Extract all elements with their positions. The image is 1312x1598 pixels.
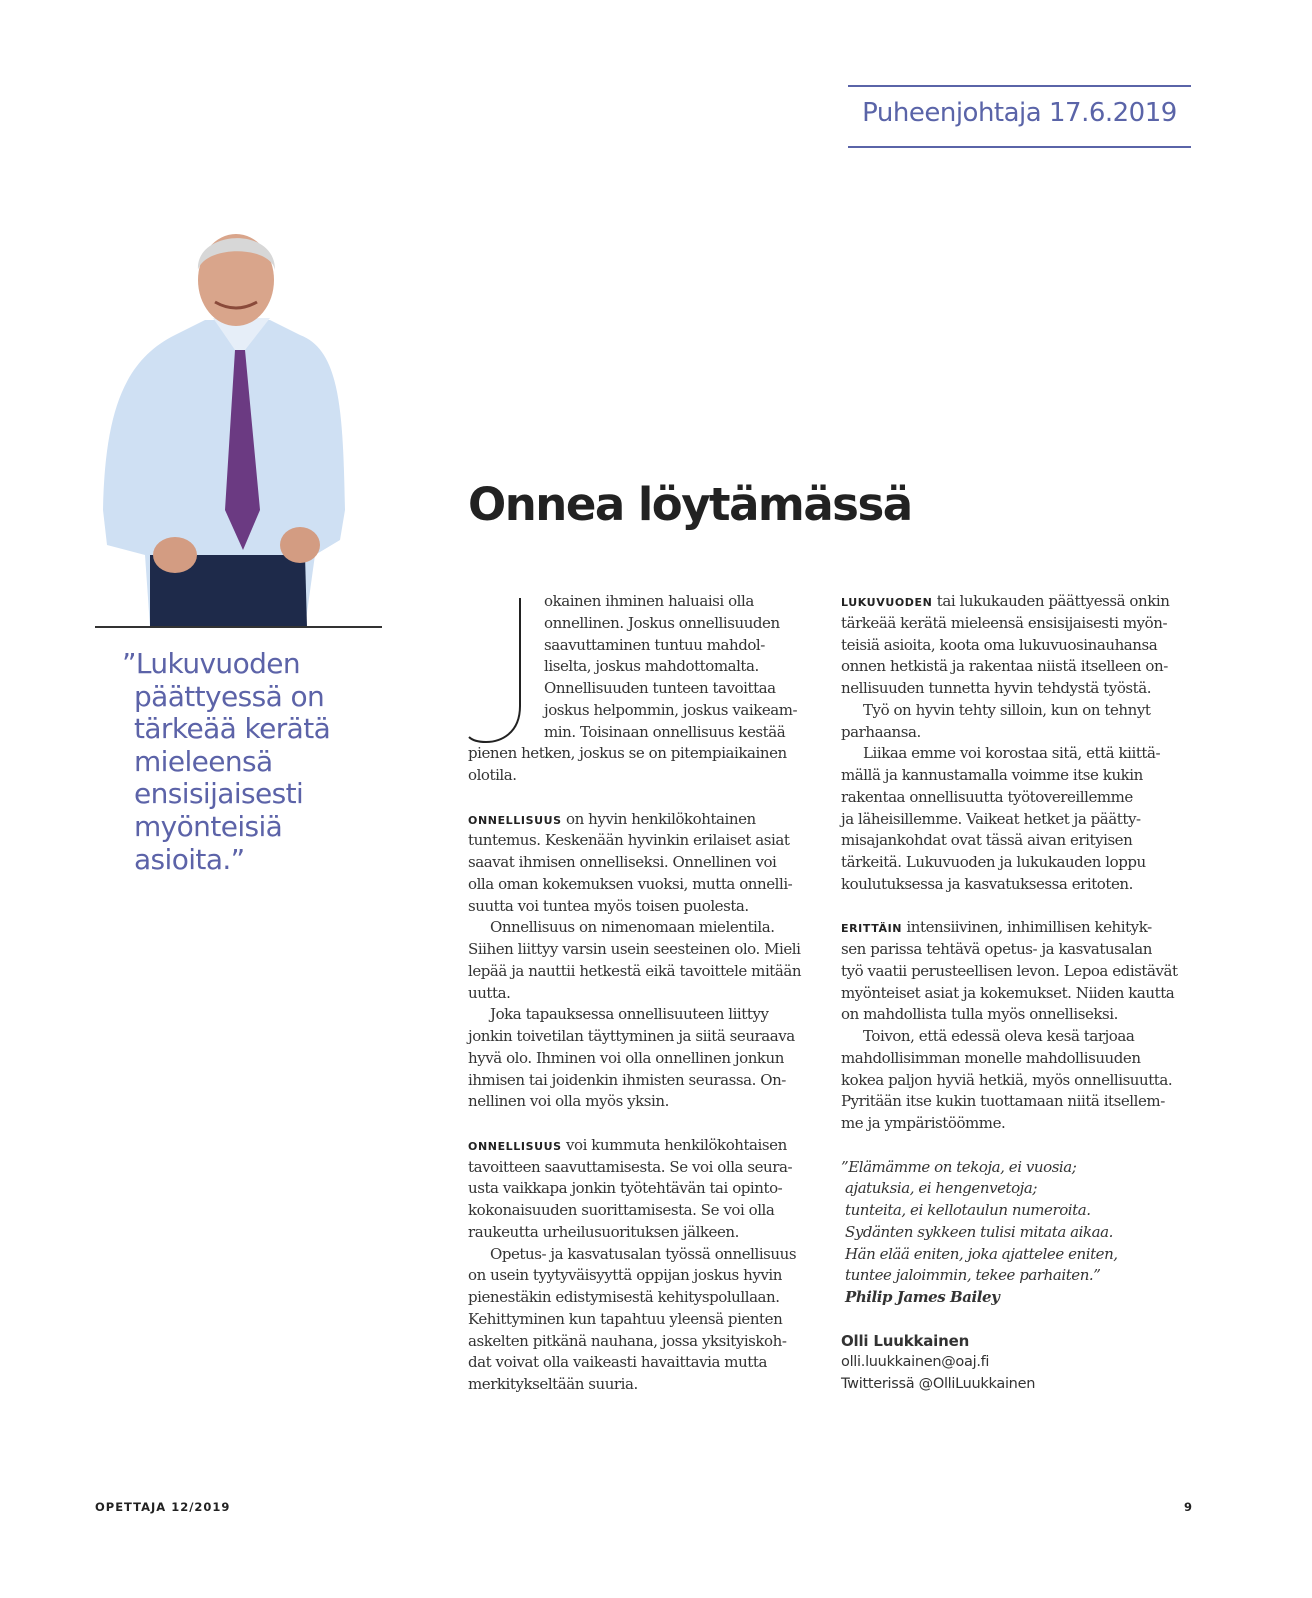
line-text: onnen hetkistä ja rakentaa niistä itselleen on- [841, 657, 1168, 676]
text-line [468, 743, 828, 765]
text-line [468, 1157, 828, 1179]
text-line [468, 700, 828, 722]
text-line [841, 656, 1201, 678]
text-line [468, 917, 828, 939]
line-text: merkitykseltään suuria. [468, 1375, 638, 1393]
text-line [468, 1352, 828, 1374]
page-number: 9 [1184, 1500, 1193, 1514]
line-text: Siihen liittyy varsin usein seesteinen olo. Mieli [468, 940, 801, 958]
text-line [841, 1178, 1201, 1200]
pull-quote-line: mieleensä [134, 744, 273, 778]
text-line [841, 765, 1201, 787]
publication-issue: OPETTAJA 12/2019 [95, 1500, 231, 1514]
section-label: Puheenjohtaja 17.6.2019 [862, 98, 1177, 128]
text-line [468, 1048, 828, 1070]
line-text: ajatuksia, ei hengenvetoja; [845, 1179, 1037, 1198]
line-text: kokonaisuuden suorittamisesta. Se voi olla [468, 1201, 775, 1219]
text-line [468, 787, 828, 809]
line-text: pienen hetken, joskus se on pitempiaikainen [468, 744, 787, 763]
line-text: nellisuuden tunnetta hyvin tehdystä työstä. [841, 679, 1152, 697]
pull-quote-line: myönteisiä [134, 809, 283, 843]
text-line [468, 1309, 828, 1331]
line-text: työ vaatii perusteellisen levon. Lepoa edistävät [841, 961, 1178, 980]
line-text: Liikaa emme voi korostaa sitä, että kiittä- [863, 744, 1161, 763]
text-line [841, 635, 1201, 657]
text-line [468, 591, 828, 613]
header-rule-top [848, 85, 1191, 87]
line-text: min. Toisinaan onnellisuus kestää [544, 722, 786, 741]
text-line [841, 1244, 1201, 1266]
line-text: Onnellisuuden tunteen tavoittaa [544, 679, 776, 697]
line-text: joskus helpommin, joskus vaikeam- [544, 700, 798, 719]
text-line [468, 1070, 828, 1092]
text-line [841, 983, 1201, 1005]
text-line [468, 830, 828, 852]
text-line [841, 700, 1201, 722]
article-column-1 [468, 591, 828, 1396]
line-text: Hän elää eniten, joka ajattelee eniten, [845, 1244, 1118, 1263]
line-text: tuntemus. Keskenään hyvinkin erilaiset asiat [468, 831, 790, 850]
line-text: myönteiset asiat ja kokemukset. Niiden kautta [841, 983, 1175, 1002]
lead-word: LUKUVUODEN [841, 596, 933, 609]
text-line [841, 961, 1201, 983]
text-line [841, 743, 1201, 765]
text-line [841, 1331, 1201, 1353]
line-text: saavat ihmisen onnelliseksi. Onnellinen voi [468, 853, 777, 871]
line-text: on mahdollista tulla myös onnelliseksi. [841, 1005, 1118, 1024]
line-text: olli.luukkainen@oaj.fi [841, 1354, 990, 1371]
text-line [841, 1113, 1201, 1135]
text-line [468, 765, 828, 787]
text-line [468, 852, 828, 874]
text-line [841, 1048, 1201, 1070]
line-text: askelten pitkänä nauhana, jossa yksityiskoh- [468, 1331, 787, 1350]
line-text: kokea paljon hyviä hetkiä, myös onnellisuutta. [841, 1070, 1173, 1089]
line-text: koulutuksessa ja kasvatuksessa eritoten. [841, 874, 1133, 893]
pull-quote-line: ”Lukuvuoden [122, 647, 301, 680]
text-line [841, 1287, 1201, 1309]
text-line [841, 917, 1201, 939]
text-line [841, 722, 1201, 744]
text-line [841, 852, 1201, 874]
line-text: saavuttaminen tuntuu mahdol- [544, 635, 765, 654]
text-line [468, 961, 828, 983]
text-line [841, 1070, 1201, 1092]
text-line [841, 1200, 1201, 1222]
text-line [468, 1113, 828, 1135]
lead-word: ONNELLISUUS [468, 813, 562, 827]
line-text: mahdollisimman monelle mahdollisuuden [841, 1048, 1141, 1067]
text-line [841, 874, 1201, 896]
pull-quote [122, 648, 372, 876]
text-line [468, 1178, 828, 1200]
line-text: pienestäkin edistymisestä kehityspolullaan. [468, 1288, 780, 1306]
line-text: olotila. [468, 766, 517, 784]
text-line [841, 896, 1201, 918]
text-line [841, 809, 1201, 831]
line-text: Onnellisuus on nimenomaan mielentila. [490, 918, 775, 937]
line-text: on hyvin henkilökohtainen [561, 809, 756, 828]
line-text: Philip James Bailey [845, 1288, 1000, 1306]
line-text: suutta voi tuntea myös toisen puolesta. [468, 896, 749, 915]
line-text: tärkeää kerätä mieleensä ensisijaisesti myön- [841, 613, 1168, 632]
line-text: mällä ja kannustamalla voimme itse kukin [841, 766, 1143, 784]
line-text: Joka tapauksessa onnellisuuteen liittyy [490, 1005, 769, 1024]
line-text: nellinen voi olla myös yksin. [468, 1092, 669, 1111]
lead-word: ONNELLISUUS [468, 1139, 562, 1153]
text-line [468, 1135, 828, 1157]
text-line [841, 1135, 1201, 1157]
text-line [841, 1309, 1201, 1331]
line-text: ”Elämämme on tekoja, ei vuosia; [841, 1157, 1077, 1176]
line-text: onnellinen. Joskus onnellisuuden [544, 613, 780, 632]
author-photo [95, 210, 381, 627]
text-line [468, 939, 828, 961]
line-text: Olli Luukkainen [841, 1331, 970, 1350]
text-line [841, 1157, 1201, 1179]
text-line [468, 1331, 828, 1353]
line-text: raukeutta urheilusuorituksen jälkeen. [468, 1222, 739, 1241]
line-text: Työ on hyvin tehty silloin, kun on tehnyt [863, 700, 1151, 719]
pull-quote-line: ensisijaisesti [134, 777, 304, 811]
line-text: hyvä olo. Ihminen voi olla onnellinen jonkun [468, 1048, 784, 1067]
line-text: ja läheisillemme. Vaikeat hetket ja päätty- [841, 809, 1141, 828]
line-text: tunteita, ei kellotaulun numeroita. [845, 1201, 1091, 1219]
line-text: jonkin toivetilan täyttyminen ja siitä seuraava [468, 1027, 795, 1045]
line-text: dat voivat olla vaikeasti havaittavia mutta [468, 1353, 767, 1372]
line-text: Sydänten sykkeen tulisi mitata aikaa. [845, 1222, 1113, 1241]
text-line [468, 1265, 828, 1287]
line-text: Opetus- ja kasvatusalan työssä onnellisuus [490, 1244, 797, 1263]
line-text: Twitterissä @OlliLuukkainen [841, 1376, 1036, 1392]
line-text: me ja ympäristöömme. [841, 1114, 1006, 1132]
article-headline: Onnea löytämässä [468, 478, 912, 531]
text-line [841, 1352, 1201, 1374]
text-line [468, 1004, 828, 1026]
line-text: teisiä asioita, koota oma lukuvuosinauhansa [841, 635, 1158, 654]
text-line [841, 1265, 1201, 1287]
text-line [468, 722, 828, 744]
line-text: tärkeitä. Lukuvuoden ja lukukauden loppu [841, 853, 1146, 871]
line-text: usta vaikkapa jonkin työtehtävän tai opinto- [468, 1179, 783, 1198]
line-text: sen parissa tehtävä opetus- ja kasvatusalan [841, 940, 1152, 958]
line-text: tai lukukauden päättyessä onkin [932, 592, 1170, 610]
line-text: intensiivinen, inhimillisen kehityk- [902, 918, 1152, 937]
text-line [468, 1287, 828, 1309]
text-line [841, 1374, 1201, 1396]
line-text: Pyritään itse kukin tuottamaan niitä itsellem- [841, 1092, 1165, 1111]
article-column-2 [841, 591, 1201, 1396]
text-line [468, 896, 828, 918]
text-line [468, 809, 828, 831]
text-line [841, 787, 1201, 809]
text-line [841, 1222, 1201, 1244]
pull-quote-line: tärkeää kerätä [134, 712, 331, 746]
line-text: lepää ja nauttii hetkestä eikä tavoittele mitään [468, 961, 802, 980]
line-text: voi kummuta henkilökohtaisen [561, 1135, 787, 1154]
text-line [468, 1200, 828, 1222]
line-text: olla oman kokemuksen vuoksi, mutta onnelli- [468, 874, 793, 893]
text-line [468, 1222, 828, 1244]
line-text: rakentaa onnellisuutta työtovereillemme [841, 787, 1133, 806]
text-line [841, 830, 1201, 852]
text-line [468, 613, 828, 635]
header-rule-bottom [848, 146, 1191, 148]
text-line [841, 591, 1201, 613]
line-text: okainen ihminen haluaisi olla [544, 592, 754, 610]
text-line [468, 1091, 828, 1113]
text-line [468, 874, 828, 896]
text-line [841, 1026, 1201, 1048]
line-text: misajankohdat ovat tässä aivan erityisen [841, 831, 1133, 850]
line-text: uutta. [468, 983, 511, 1002]
lead-word: ERITTÄIN [841, 922, 903, 936]
text-line [468, 656, 828, 678]
line-text: ihmisen tai joidenkin ihmisten seurassa. On- [468, 1070, 786, 1089]
text-line [468, 1374, 828, 1396]
photo-divider [95, 626, 382, 628]
text-line [841, 613, 1201, 635]
pull-quote-line: asioita.” [134, 842, 245, 876]
text-line [841, 1004, 1201, 1026]
text-line [841, 678, 1201, 700]
line-text: tuntee jaloimmin, tekee parhaiten.” [845, 1266, 1101, 1285]
line-text: on usein tyytyväisyyttä oppijan joskus hyvin [468, 1266, 782, 1285]
text-line [468, 1026, 828, 1048]
line-text: Kehittyminen kun tapahtuu yleensä pienten [468, 1309, 783, 1328]
line-text: liselta, joskus mahdottomalta. [544, 657, 759, 676]
line-text: parhaansa. [841, 722, 921, 741]
text-line [468, 678, 828, 700]
text-line [468, 635, 828, 657]
text-line [841, 939, 1201, 961]
text-line [468, 1244, 828, 1266]
text-line [841, 1091, 1201, 1113]
pull-quote-line: päättyessä on [134, 679, 325, 713]
text-line [468, 983, 828, 1005]
line-text: Toivon, että edessä oleva kesä tarjoaa [863, 1027, 1135, 1045]
line-text: tavoitteen saavuttamisesta. Se voi olla seura- [468, 1157, 793, 1176]
